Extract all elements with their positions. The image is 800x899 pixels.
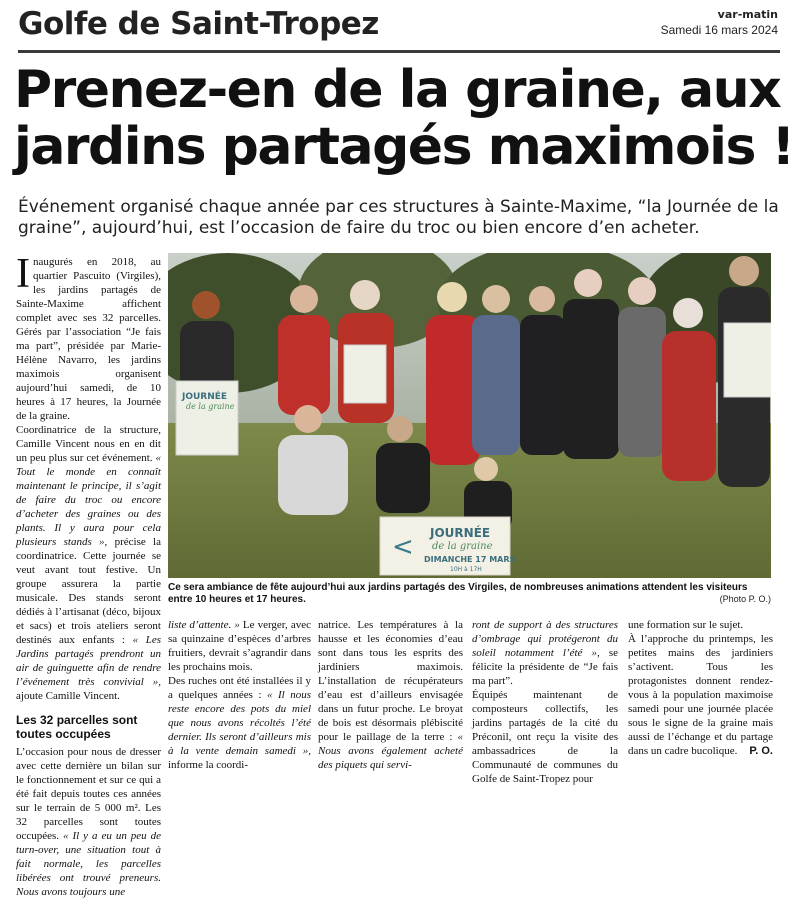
- paragraph: [168, 674, 311, 772]
- newspaper-name: var-matin: [717, 8, 778, 21]
- header-rule: [18, 50, 780, 53]
- paragraph-text: Équipés maintenant de composteurs collectifs, les jardins partagés de la cité du Préconil, ont reçu la visite des ambassadrices de la Communauté de communes du Golfe de Saint-Tropez pour: [472, 689, 618, 785]
- article-column-2: [168, 618, 311, 772]
- headline: Prenez-en de la graine, aux jardins partagés maximois !: [14, 60, 794, 177]
- sign-hours: 10H à 17H: [450, 566, 482, 573]
- paragraph: [472, 688, 618, 786]
- paragraph-text: se félicite la présidente de “Je fais ma part”.: [472, 647, 618, 687]
- poster-subtitle: de la graine: [186, 402, 235, 411]
- sign-date: DIMANCHE 17 MARS: [424, 555, 516, 564]
- chapeau: Événement organisé chaque année par ces structures à Sainte-Maxime, “la Journée de la graine”, aujourd’hui, est l’occasion de faire du troc ou bien encore d’en acheter.: [18, 197, 779, 238]
- poster-title: JOURNÉE: [182, 392, 228, 402]
- svg-text:<: <: [392, 532, 414, 562]
- article-column-4: [472, 618, 618, 786]
- paragraph-text: L’occasion pour nous de dresser avec cette dernière un bilan sur le fonctionnement et sur ce qui a été fait depuis toutes ces années sur le terrain de 5 000 m². Les 32 parcelles sont toutes occupées.: [16, 746, 161, 842]
- paragraph: [168, 618, 311, 674]
- paragraph-text: informe la coordi-: [168, 759, 249, 771]
- paragraph: [16, 251, 161, 423]
- quote-text: « Il y a eu un peu de turn-over, une situation tout à fait normale, les parcelles libérées ont trouvé preneurs. Nous avons toujours une: [16, 830, 162, 898]
- paragraph-text: ajoute Camille Vincent.: [16, 690, 120, 702]
- article-column-3: [318, 618, 463, 772]
- quote-text: « Les Jardins partagés prendront un air de guinguette afin de rendre l’événement très convivial »,: [16, 634, 162, 688]
- paragraph-text: natrice. Les températures à la hausse et les économies d’eau sont dans tous les esprits des jardiniers maximois. L’installation de récupérateurs d’eau est d’ailleurs envisagée dans un futur proche. Le broyat de bois est désormais plébiscité pour le paillage de la terre :: [318, 619, 463, 743]
- article-column-1: [16, 251, 162, 899]
- event-sign: [380, 517, 516, 575]
- quote-text: « Nous avons également acheté des piquets qui servi-: [318, 731, 463, 771]
- paragraph-text: Des ruches ont été installées il y a quelques années :: [168, 675, 311, 701]
- paragraph: [16, 423, 161, 703]
- paragraph: [472, 618, 618, 688]
- photo-credit: (Photo P. O.): [719, 594, 771, 604]
- paragraph-text: une formation sur le sujet.: [628, 619, 744, 631]
- sign-title: JOURNÉE: [430, 526, 491, 540]
- paragraph: [628, 618, 773, 632]
- paragraph-text: Le verger, avec sa quinzaine d’espèces d’arbres fruitiers, devrait s’agrandir dans les prochains mois.: [168, 619, 312, 673]
- sign-subtitle: de la graine: [432, 541, 493, 552]
- paragraph: [318, 618, 463, 772]
- paragraph: [16, 745, 161, 899]
- dropcap: I: [16, 251, 30, 297]
- paragraph-text: À l’approche du printemps, les petites mains des jardiniers s’activent. Tous les protagonistes donnent rendez-vous à la population maximoise samedi pour une journée placée sous le signe de la graine mais aussi de l’échange et du partage dans un cadre bucolique.: [628, 633, 773, 757]
- paragraph-text: précise la coordinatrice. Cette journée se veut avant tout festive. Un groupe assurera la partie musicale. Des stands seront dédiés à l’artisanat (déco, bijoux et sacs) et trois ateliers seront destinés aux enfants :: [16, 536, 161, 646]
- article-column-5: [628, 618, 773, 758]
- paragraph-text: Coordinatrice de la structure, Camille Vincent nous en en dit un peu plus sur cet événement.: [16, 424, 161, 464]
- quote-text: liste d’attente. »: [168, 619, 240, 631]
- publication-date: Samedi 16 mars 2024: [660, 23, 778, 37]
- quote-text: « Tout le monde en connaît maintenant le principe, il s’agit de faire du troc ou encore d’acheter des graines ou des plants. Il y aura pour cela plusieurs stands »,: [16, 452, 161, 548]
- section-title: Golfe de Saint-Tropez: [18, 6, 379, 42]
- author-signature: P. O.: [749, 745, 773, 757]
- masthead: [661, 8, 778, 37]
- photo-caption: Ce sera ambiance de fête aujourd’hui aux jardins partagés des Virgiles, de nombreuses animations attendent les visiteurs entre 10 heures et 17 heures.: [168, 582, 748, 605]
- photo-illustration: [168, 253, 771, 578]
- quote-text: ront de support à des structures d’ombrage qui protégeront du soleil notamment l’été »,: [472, 619, 618, 659]
- quote-text: « Il nous reste encore des pots du miel que nous avons récoltés l’été dernier. Ils seront d’ailleurs mis à la vente demain samedi »,: [168, 689, 312, 757]
- paragraph-text: naugurés en 2018, au quartier Pascuito (Virgiles), les jardins partagés de Sainte-Maxime affichent complet avec ses 32 parcelles. Gérés par l’association “Je fais ma part”, présidée par Marie-Hélène Navarro, les jardins maximois organisent aujourd’hui samedi, de 10 heures à 17 heures, la Journée de la graine.: [16, 256, 161, 422]
- paragraph: [628, 632, 773, 758]
- article-photo: [168, 253, 771, 578]
- subheading: Les 32 parcelles sont toutes occupées: [16, 713, 138, 741]
